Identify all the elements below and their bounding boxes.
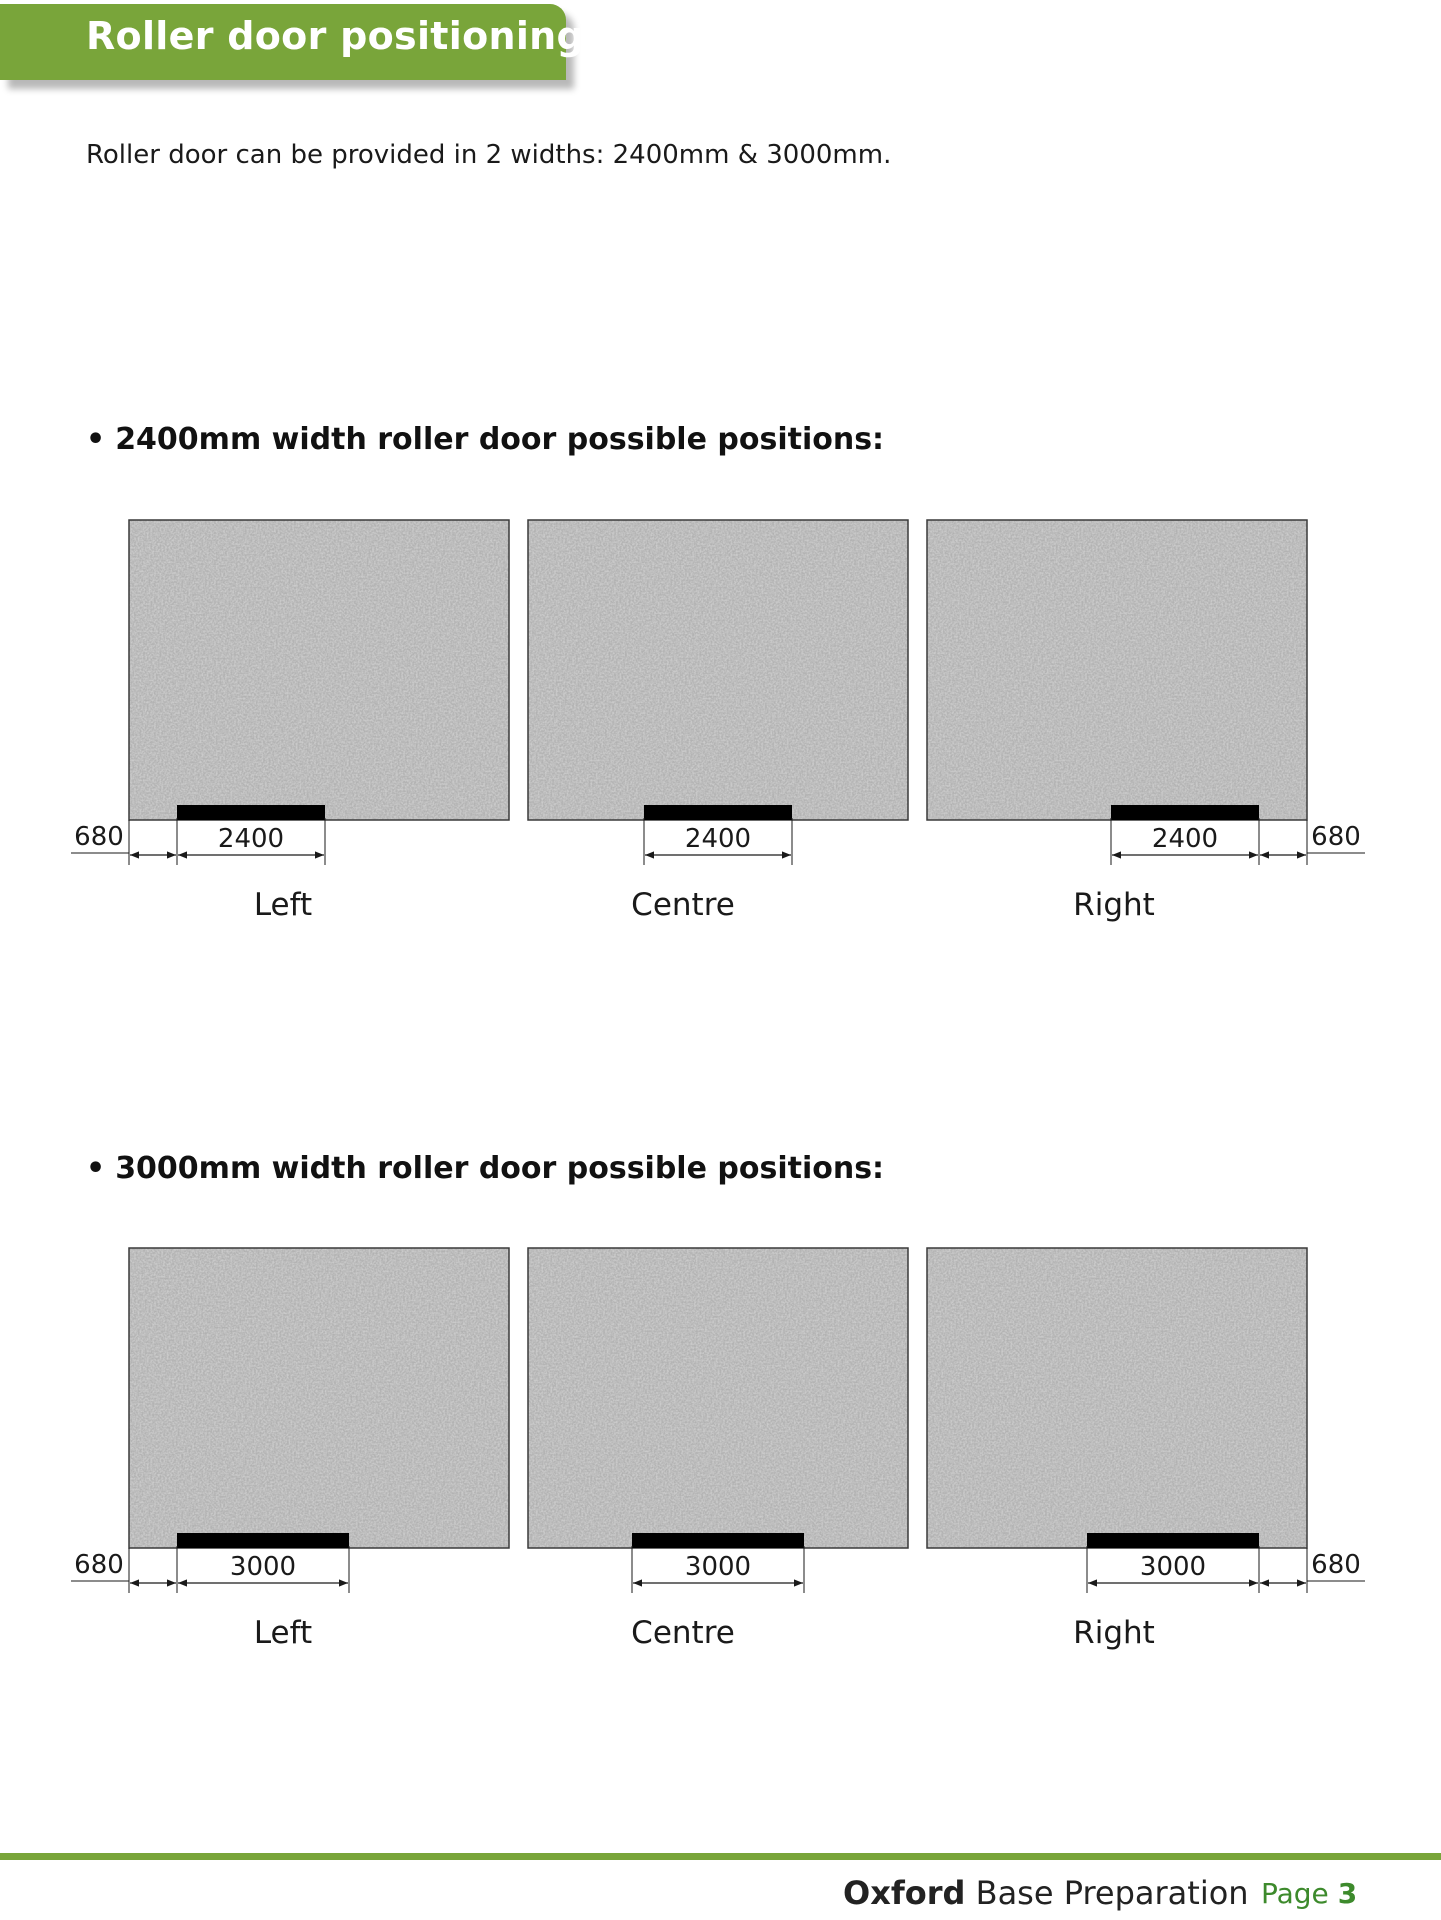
roller-door: [644, 805, 792, 820]
position-label: Left: [253, 887, 313, 923]
concrete-texture: [129, 520, 509, 820]
footer-rule: [0, 1853, 1441, 1860]
offset-label: 680: [1311, 1550, 1361, 1580]
roller-door: [177, 1533, 349, 1548]
door-width-label: 2400: [1151, 824, 1219, 854]
offset-label: 680: [74, 822, 124, 852]
door-width-label: 3000: [684, 1552, 752, 1582]
concrete-texture: [528, 520, 908, 820]
bullet-icon: •: [86, 1151, 106, 1186]
footer-brand: [843, 1874, 1249, 1912]
offset-label: 680: [74, 1550, 124, 1580]
position-label: Left: [253, 1615, 313, 1651]
page-title: Roller door positioning: [86, 14, 585, 58]
brand-name: Oxford: [843, 1874, 966, 1912]
roller-door: [632, 1533, 804, 1548]
bullet-icon: •: [86, 422, 106, 457]
concrete-texture: [129, 1248, 509, 1548]
concrete-texture: [927, 1248, 1307, 1548]
roller-door: [1111, 805, 1259, 820]
page-number: [1261, 1877, 1357, 1910]
diagram-layer: [71, 520, 1365, 1651]
section-heading-text: 2400mm width roller door possible positions:: [115, 422, 885, 457]
offset-label: 680: [1311, 822, 1361, 852]
page-label: Page: [1261, 1877, 1329, 1910]
position-label: Centre: [631, 887, 735, 923]
concrete-texture: [528, 1248, 908, 1548]
concrete-texture: [927, 520, 1307, 820]
roller-door: [1087, 1533, 1259, 1548]
position-label: Centre: [631, 1615, 735, 1651]
door-width-label: 2400: [684, 824, 752, 854]
position-label: Right: [1073, 887, 1155, 923]
section-heading-text: 3000mm width roller door possible positions:: [115, 1151, 885, 1186]
door-width-label: 2400: [217, 824, 285, 854]
door-width-label: 3000: [229, 1552, 297, 1582]
roller-door: [177, 805, 325, 820]
position-label: Right: [1073, 1615, 1155, 1651]
door-width-label: 3000: [1139, 1552, 1207, 1582]
intro-text: Roller door can be provided in 2 widths: 2400mm & 3000mm.: [86, 140, 892, 170]
page-number-value: 3: [1337, 1877, 1358, 1910]
document-title: Base Preparation: [975, 1874, 1249, 1912]
